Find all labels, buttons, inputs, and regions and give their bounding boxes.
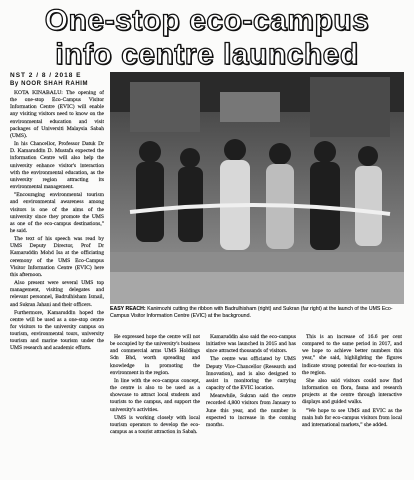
byline: By NOOR SHAH RAHIM — [10, 81, 89, 87]
paragraph: "Encouraging environmental tourism and environmental awareness among visitors is one of the aims of the university since they promote the UMS as one of the eco-campus destinations," he said. — [10, 192, 104, 234]
paragraph: In his Chancellor, Professor Datuk Dr D. Kamaruddin D. Mustafa expected the information Centre will also help the university enhance visitor's interaction with the environmental education, as the university region attracting its environmental management. — [10, 141, 104, 191]
text-column-1 — [10, 90, 104, 474]
paragraph: Furthermore, Kamaruddin hoped the centre will be used as a one-stop centre for visitors to the university campus on tourism, environmental tours, university tourism and marine tourism under the UMS research and academic efforts. — [10, 309, 104, 352]
paragraph: She also said visitors could now find information on flora, fauna and research projects at the centre through interactive displays and guided walks. — [302, 377, 402, 406]
paragraph: Also present were several UMS top management, visiting delegates and relevant personnel, Badrulhisham Ismail, and Sukran Jahani and their officers. — [10, 280, 104, 308]
paragraph: UMS is working closely with local tourism operators to develop the eco-campus as a tourist attraction in Sabah. — [110, 414, 200, 436]
text-column-4 — [302, 334, 402, 474]
paragraph: Meanwhile, Sukran said the centre recorded 4,800 visitors from January to June this year, and the number is expected to increase in the coming months. — [206, 393, 296, 428]
publication-date: NST 2 / 8 / 2018 E — [10, 72, 82, 79]
paragraph: "We hope to see UMS and EVIC as the main hub for eco-campus visitors from local and international markets," she added. — [302, 407, 402, 428]
news-photo — [110, 72, 404, 304]
text-column-2 — [110, 334, 200, 474]
caption-lead: EASY REACH: — [110, 306, 146, 312]
text-column-3 — [206, 334, 296, 474]
paragraph: The text of his speech was read by UMS Deputy Director, Prof Dr Kamaruddin Mohd Isa at the officiating ceremony of the UMS Eco-Campus Visitor Information Centre (EVIC) here this afternoon. — [10, 236, 104, 278]
paragraph: This is an increase of 16.6 per cent compared to the same period in 2017, and we hope to achieve better numbers this year," she said, highlighting the figures indicate strong potential for eco-tourism in the region. — [302, 334, 402, 376]
caption-text: Kanimozhi cutting the ribbon with Badrulhisham (right) and Sukran (far right) at the launch of the UMS Eco-Campus Visitor Information Centre (EVIC) at the background. — [110, 306, 393, 319]
paragraph: He expressed hope the centre will not be occupied by the university's business and commercial arms UMS Holdings Sdn Bhd, worth spreading and knowledge in promoting the environment in the region. — [110, 334, 200, 376]
paragraph: In line with the eco-campus concept, the centre is also to be used as a showcase to attract local students and tourists to the campus, and support the university's activities. — [110, 377, 200, 413]
paragraph: Kamaruddin also said the eco-campus initiative was launched in 2015 and has since attracted thousands of visitors. — [206, 334, 296, 355]
photo-caption — [110, 306, 404, 319]
paragraph: The centre was officiated by UMS Deputy Vice-Chancellor (Research and Innovation), and is also designed to assist in monitoring the carrying capacity of the EVIC location. — [206, 356, 296, 392]
headline-line-2: info centre launched — [55, 38, 359, 71]
paragraph: KOTA KINABALU: The opening of the one-stop Eco-Campus Visitor Information Centre (EVIC) will enable any visiting visitors need to know on the environmental education and visit packages of Universiti Malaysia Sabah (UMS). — [10, 90, 104, 139]
headline-line-1: One-stop eco-campus — [44, 4, 370, 37]
